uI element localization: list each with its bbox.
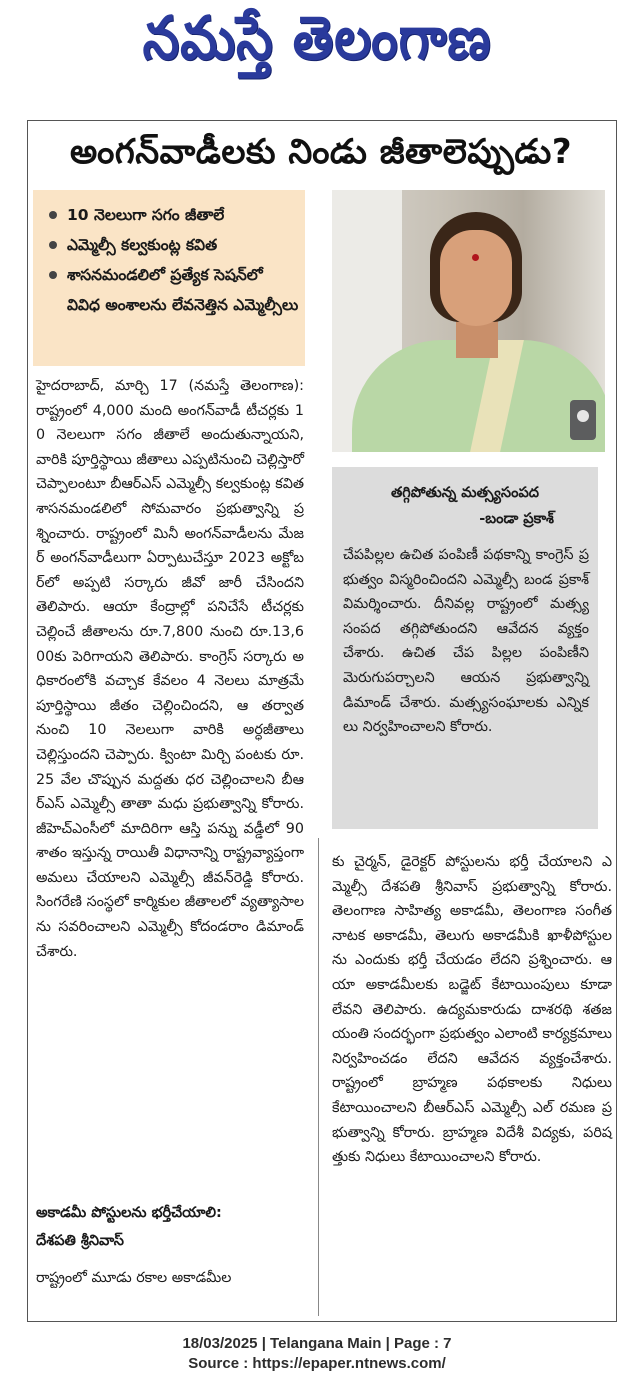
sub-headline-name: దేశపతి శ్రీనివాస్: [36, 1233, 124, 1249]
footer-dateline: 18/03/2025 | Telangana Main | Page : 7: [182, 1335, 452, 1352]
article-body-column-2: కు చైర్మన్, డైరెక్టర్ పోస్టులను భర్తీ చేయాలని ఎమ్మెల్సీ దేశపతి శ్రీనివాస్ ప్రభుత్వాన్ని కోరారు. తెలంగాణ సాహిత్య అకాడమీ, తెలంగాణ సంగీత నాటక అకాడమీ, తెలుగు అకాడమీకి ఖాళీపోస్టులను ఎందుకు భర్తీ చేయడం లేదని ప్రశ్నించారు. ఆయా అకాడమీలకు బడ్జెట్ కేటాయింపులు కూడా లేవని తెలిపారు. ఉద్యమకారుడు దాశరథి శతజయంతి సందర్భంగా ప్రభుత్వం ఎలాంటి కార్యక్రమాలు నిర్వహించడం లేదని ఆవేదన వ్యక్తంచేశారు. రాష్ట్రంలో బ్రాహ్మణ పథకాలకు నిధులు కేటాయించాలని బీఆర్‌ఎస్ ఎమ్మెల్సీ ఎల్ రమణ ప్రభుత్వాన్ని కోరారు. బ్రాహ్మణ విదేశీ విద్యకు, పరిషత్తుకు నిధులు కేటాయించాలని కోరారు.: [332, 854, 612, 1166]
sub-headline: అకాడమీ పోస్టులను భర్తీచేయాలి:: [36, 1205, 222, 1221]
article-headline: అంగన్‌వాడీలకు నిండు జీతాలెప్పుడు?: [69, 132, 573, 172]
masthead: [0, 0, 634, 92]
column-divider: [318, 838, 319, 1316]
highlight-item: 10 నెలలుగా సగం జీతాలే: [45, 200, 299, 230]
bullet-icon: [49, 271, 57, 279]
news-photo: [332, 190, 605, 452]
article-body-continuation: రాష్ట్రంలో మూడు రకాల అకాడమీల: [36, 1270, 232, 1286]
sidebar-story-byline: -బండా ప్రకాశ్: [479, 511, 554, 527]
newspaper-logo: నమస్తే తెలంగాణ: [142, 4, 492, 74]
bullet-icon: [49, 211, 57, 219]
footer-source: Source : https://epaper.ntnews.com/: [188, 1355, 446, 1372]
bullet-icon: [49, 241, 57, 249]
highlight-item: ఎమ్మెల్సీ కల్వకుంట్ల కవిత: [45, 230, 299, 260]
sidebar-story-title: తగ్గిపోతున్న మత్స్యసంపద: [390, 485, 539, 501]
highlights-box: [33, 190, 305, 366]
highlight-item: శాసనమండలిలో ప్రత్యేక సెషన్‌లో వివిధ అంశాలను లేవనెత్తిన ఎమ్మెల్సీలు: [45, 260, 299, 320]
article-body-column-1: హైదరాబాద్, మార్చి 17 (నమస్తే తెలంగాణ): రాష్ట్రంలో 4,000 మంది అంగన్‌వాడీ టీచర్లకు 10 నెలలుగా సగం జీతాలే అందుతున్నాయని, వారికి పూర్తిస్థాయి జీతాలు ఎప్పటినుంచి చెల్లిస్తారో చెప్పాలంటూ బీఆర్‌ఎస్ ఎమ్మెల్సీ కల్వకుంట్ల కవిత శాసనమండలిలో సోమవారం ప్రభుత్వాన్ని ప్రశ్నించారు. రాష్ట్రంలో మినీ అంగన్‌వాడీలను మేజర్ అంగన్‌వాడీలుగా ఏర్పాటుచేస్తూ 2023 అక్టోబర్‌లో అప్పటి సర్కారు జీవో జారీ చేసిందని తెలిపారు. ఆయా కేంద్రాల్లో పనిచేసే టీచర్లకు చెల్లించే జీతాలను రూ.7,800 నుంచి రూ.13,600కు పెరిగాయని తెలిపారు. కాంగ్రెస్ సర్కారు అధికారంలోకి వచ్చాక కేవలం 4 నెలలు మాత్రమే పూర్తిస్థాయి జీతం చెల్లించిందని, ఆ తర్వాత నుంచి 10 నెలలుగా వారికి అర్ధజీతాలు చెల్లిస్తుందని చెప్పారు. క్వింటా మిర్చి పంటకు రూ.25 వేల చొప్పున మద్దతు ధర చెల్లించాలని బీఆర్‌ఎస్ ఎమ్మెల్సీ తాతా మధు ప్రభుత్వాన్ని కోరారు. జీహెచ్‌ఎంసీలో మాదిరిగా ఆస్తి పన్ను వడ్డీలో 90 శాతం ఇస్తున్న రాయితీ విధానాన్ని రాష్ట్రవ్యాప్తంగా అమలు చేయాలని ఎమ్మెల్సీ జీవన్‌రెడ్డి కోరారు. సింగరేణి సంస్థలో కార్మికుల జీతాలలో వ్యత్యాసాలను సవరించాలని ఎమ్మెల్సీ కోదండరాం డిమాండ్ చేశారు.: [36, 378, 304, 960]
sidebar-story-box: [332, 467, 598, 829]
sidebar-story-body: చేపపిల్లల ఉచిత పంపిణీ పథకాన్ని కాంగ్రెస్ ప్రభుత్వం విస్మరించిందని ఎమ్మెల్సీ బండ ప్రకాశ్ విమర్శించారు. దీనివల్ల రాష్ట్రంలో మత్స్య సంపద తగ్గిపోతుందని ఆవేదన వ్యక్తం చేశారు. ఉచిత చేప పిల్లల పంపిణీని మెరుగుపర్చాలని ఆయన ప్రభుత్వాన్ని డిమాండ్ చేశారు. మత్స్యసంఘాలకు ఎన్నికలు నిర్వహించాలని కోరారు.: [343, 547, 589, 736]
